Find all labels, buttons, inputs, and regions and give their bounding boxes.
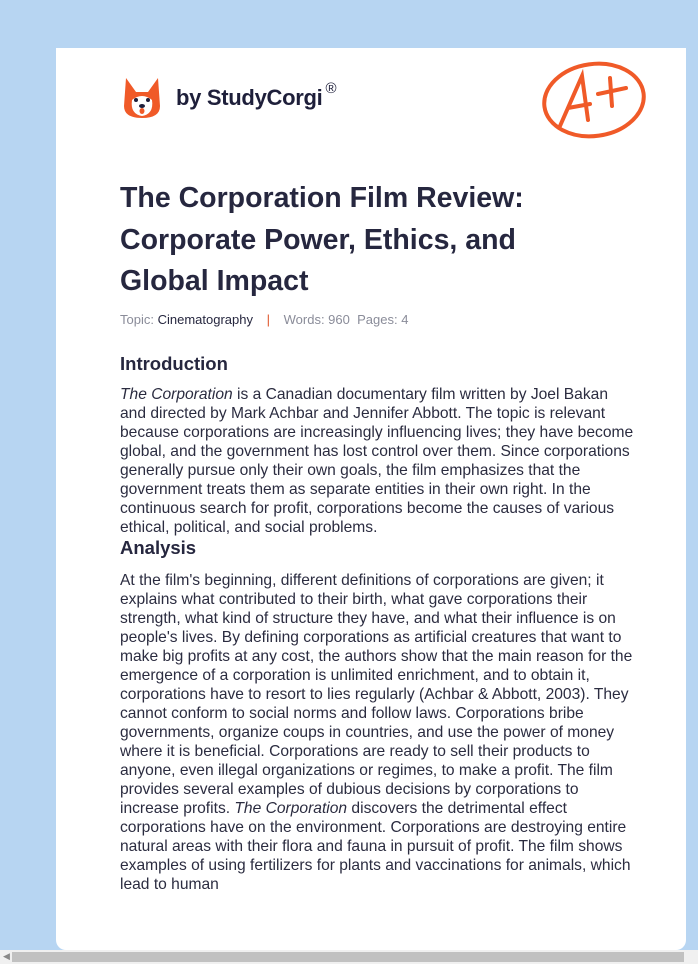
corgi-icon — [122, 76, 162, 120]
page-count: Pages: 4 — [357, 312, 409, 327]
section-heading: Introduction — [120, 353, 228, 374]
section-heading: Analysis — [120, 537, 197, 558]
word-count: Words: 960 — [283, 312, 350, 327]
page-title: The Corporation Film Review: Corporate Power, Ethics, and Global Impact — [120, 182, 524, 297]
topic-link[interactable]: Cinematography — [157, 312, 253, 327]
scroll-left-icon[interactable]: ◀ — [3, 951, 10, 961]
paragraph-text: is a Canadian documentary film written by Joel Bakan and directed by Mark Achbar and Jennifer Abbott. The topic is relevant because corporations are increasingly influencing lives; they have become global, and the government has lost control over them. Since corporations generally pursue only their own goals, the film emphasizes that the government treats them as separate entities in their own right. In the continuous search for profit, corporations become the causes of various ethical, political, and social problems. — [120, 386, 634, 536]
studycorgi-logo[interactable] — [122, 76, 337, 120]
paragraph-text: discovers the detrimental effect corporations have on the environment. Corporations are destroying entire natural areas with their flora and fauna in pursuit of profit. The film shows examples of using fertilizers for plants and vaccinations for animals, which lead to human — [120, 800, 631, 893]
horizontal-scrollbar[interactable] — [0, 950, 698, 964]
a-plus-grade-icon — [538, 58, 650, 144]
essay-body — [120, 353, 638, 894]
film-title: The Corporation — [120, 386, 233, 403]
film-title: The Corporation — [234, 800, 348, 817]
registered-mark: ® — [325, 79, 337, 97]
paragraph — [120, 571, 638, 894]
document-page — [56, 48, 686, 950]
topic-label: Topic: — [120, 312, 154, 327]
meta-separator: | — [266, 312, 270, 327]
scrollbar-thumb[interactable] — [12, 952, 684, 962]
brand-name: by StudyCorgi — [176, 85, 323, 110]
paragraph — [120, 385, 638, 537]
paragraph-text: At the film's beginning, different definitions of corporations are given; it explains what contributed to their birth, what gave corporations their strength, what kind of structure they have, and what their influence is on people's lives. By defining corporations as artificial creatures that want to make big profits at any cost, the authors show that the main reason for the emergence of a corporation is unlimited enrichment, and to obtain it, corporations have to resort to lies regularly (Achbar & Abbott, 2003). They cannot conform to social norms and follow laws. Corporations bribe governments, organize coups in countries, and use the power of money where it is beneficial. Corporations are ready to sell their products to anyone, even illegal organizations or regimes, to make a profit. The film provides several examples of dubious decisions by corporations to increase profits. — [120, 572, 633, 817]
document-meta — [120, 312, 408, 327]
